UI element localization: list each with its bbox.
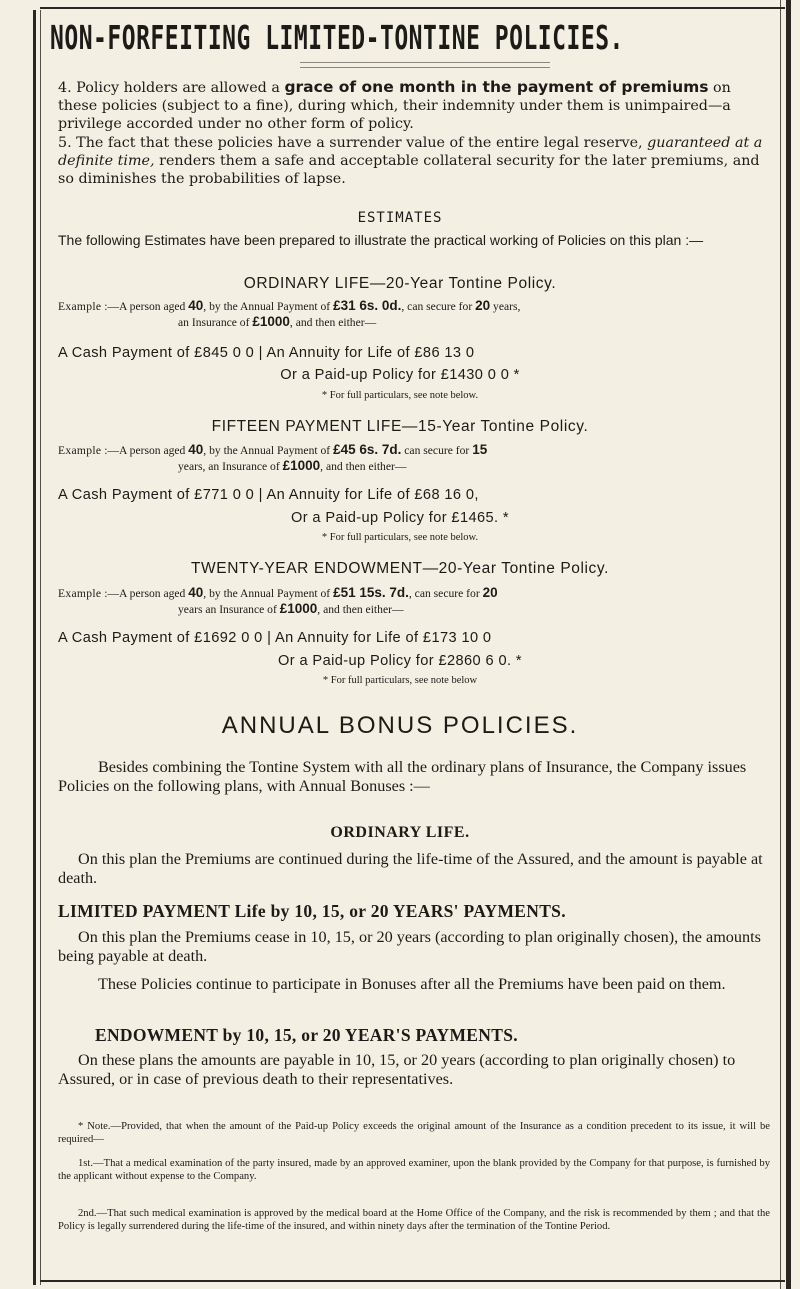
right-border-rule — [786, 0, 791, 1289]
example-payment: £45 6s. 7d. — [333, 442, 402, 457]
example-text: :—A person aged — [101, 587, 189, 600]
note-paragraph: * Note.—Provided, that when the amount of the Paid-up Policy exceeds the original amount of the Insurance as a condition precedent to its issue, it will be required— — [58, 1121, 770, 1145]
example-payment: £51 15s. 7d. — [333, 585, 409, 600]
example-text: years an Insurance of — [178, 603, 280, 616]
annual-bonus-intro: Besides combining the Tontine System with all the ordinary plans of Insurance, the Company issues Policies on the following plans, with Annual Bonuses :— — [58, 758, 747, 795]
ordinary-example — [58, 298, 770, 330]
example-text: :—A person aged — [101, 300, 189, 313]
example-text: , and then either— — [320, 460, 407, 473]
example-insurance: £1000 — [282, 458, 321, 473]
paragraph-5 — [58, 134, 770, 188]
page-title: NON-FORFEITING LIMITED-TONTINE POLICIES. — [50, 20, 624, 58]
fifteen-option-2: Or a Paid-up Policy for £1465. * — [290, 510, 510, 526]
example-label: Example — [58, 587, 102, 600]
example-label: Example — [58, 444, 102, 457]
title-ornament — [300, 62, 550, 68]
ordinary-life-subheading: ORDINARY LIFE. — [330, 824, 470, 841]
note-second-condition: 2nd.—That such medical examination is approved by the medical board at the Home Office of the Company, and the risk is recommended by them ; and that the Policy is legally surrendered during the life-time of the insured, and within ninety days after the termination of the Tontine Period. — [58, 1208, 770, 1232]
ordinary-life-heading: ORDINARY LIFE—20-Year Tontine Policy. — [243, 275, 557, 292]
example-text: an Insurance of — [178, 316, 253, 329]
para5-italic: guaranteed at a definite time, — [58, 135, 763, 169]
bottom-rule — [40, 1280, 785, 1282]
example-text: :—A person aged — [101, 444, 189, 457]
para4-prefix: 4. Policy holders are allowed a — [58, 80, 285, 96]
limited-payment-heading: LIMITED PAYMENT Life by 10, 15, or 20 YEARS' PAYMENTS. — [58, 901, 566, 921]
right-inner-rule — [780, 0, 781, 1289]
para5-suffix: renders them a safe and acceptable collateral security for the later premiums, and so diminishes the probabilities of lapse. — [58, 153, 760, 187]
estimates-intro: The following Estimates have been prepared to illustrate the practical working of Policies on this plan :— — [58, 232, 704, 248]
example-text: , can secure for — [408, 587, 483, 600]
example-text: , by the Annual Payment of — [203, 587, 334, 600]
example-text: , and then either— — [317, 603, 404, 616]
para5-prefix: 5. The fact that these policies have a surrender value of the entire legal reserve, — [58, 135, 648, 151]
twenty-footnote: * For full particulars, see note below — [322, 675, 478, 686]
example-insurance: £1000 — [252, 314, 290, 329]
example-insurance: £1000 — [279, 601, 318, 616]
ordinary-life-text: On this plan the Premiums are continued during the life-time of the Assured, and the amount is payable at death. — [58, 850, 763, 887]
example-payment: £31 6s. 0d. — [333, 298, 402, 313]
note-first-condition: 1st.—That a medical examination of the party insured, made by an approved examiner, upon the blank provided by the Company for that purpose, is furnished by the applicant without expense to the Company. — [58, 1158, 770, 1182]
twenty-option-2: Or a Paid-up Policy for £2860 6 0. * — [278, 653, 522, 669]
ordinary-option-1: A Cash Payment of £845 0 0 | An Annuity for Life of £86 13 0 — [58, 345, 475, 361]
fifteen-footnote: * For full particulars, see note below. — [321, 532, 479, 543]
limited-payment-text-1: On this plan the Premiums cease in 10, 15, or 20 years (according to plan originally chosen), the amounts being payable at death. — [58, 928, 761, 965]
example-text: can secure for — [401, 444, 473, 457]
left-inner-rule — [40, 10, 41, 1285]
paragraph-4 — [58, 78, 770, 133]
left-border-rule — [33, 10, 36, 1285]
fifteen-payment-heading: FIFTEEN PAYMENT LIFE—15-Year Tontine Policy. — [211, 418, 589, 435]
top-rule — [40, 7, 785, 9]
para4-emphasis: grace of one month in the payment of premiums — [284, 78, 709, 96]
example-age: 40 — [188, 585, 204, 600]
endowment-heading: ENDOWMENT by 10, 15, or 20 YEAR'S PAYMENTS. — [95, 1025, 518, 1045]
example-age: 40 — [188, 442, 204, 457]
example-years: 20 — [482, 585, 498, 600]
twenty-option-1: A Cash Payment of £1692 0 0 | An Annuity for Life of £173 10 0 — [58, 630, 492, 646]
example-years: 15 — [472, 442, 488, 457]
example-age: 40 — [188, 298, 204, 313]
ordinary-footnote: * For full particulars, see note below. — [321, 390, 479, 401]
example-years: 20 — [475, 298, 491, 313]
ordinary-option-2: Or a Paid-up Policy for £1430 0 0 * — [280, 367, 520, 383]
annual-bonus-heading: ANNUAL BONUS POLICIES. — [221, 712, 579, 739]
example-text: , and then either— — [289, 316, 377, 329]
example-text: , by the Annual Payment of — [203, 444, 334, 457]
example-text: , can secure for — [401, 300, 476, 313]
twenty-year-heading: TWENTY-YEAR ENDOWMENT—20-Year Tontine Policy. — [190, 560, 610, 577]
limited-payment-text-2: These Policies continue to participate in Bonuses after all the Premiums have been paid on them. — [98, 975, 726, 993]
example-label: Example — [58, 300, 102, 313]
fifteen-example — [58, 442, 770, 474]
para4-suffix: on these policies (subject to a fine), during which, their indemnity under them is unimpaired—a privilege accorded under no other form of policy. — [58, 80, 731, 132]
endowment-text: On these plans the amounts are payable in 10, 15, or 20 years (according to plan originally chosen) to Assured, or in case of previous death to their representatives. — [58, 1051, 736, 1088]
twenty-example — [58, 585, 770, 617]
example-text: years, — [490, 300, 521, 313]
example-text: , by the Annual Payment of — [203, 300, 334, 313]
fifteen-option-1: A Cash Payment of £771 0 0 | An Annuity for Life of £68 16 0, — [58, 487, 479, 503]
example-text: years, an Insurance of — [178, 460, 283, 473]
estimates-heading: ESTIMATES — [357, 210, 443, 226]
